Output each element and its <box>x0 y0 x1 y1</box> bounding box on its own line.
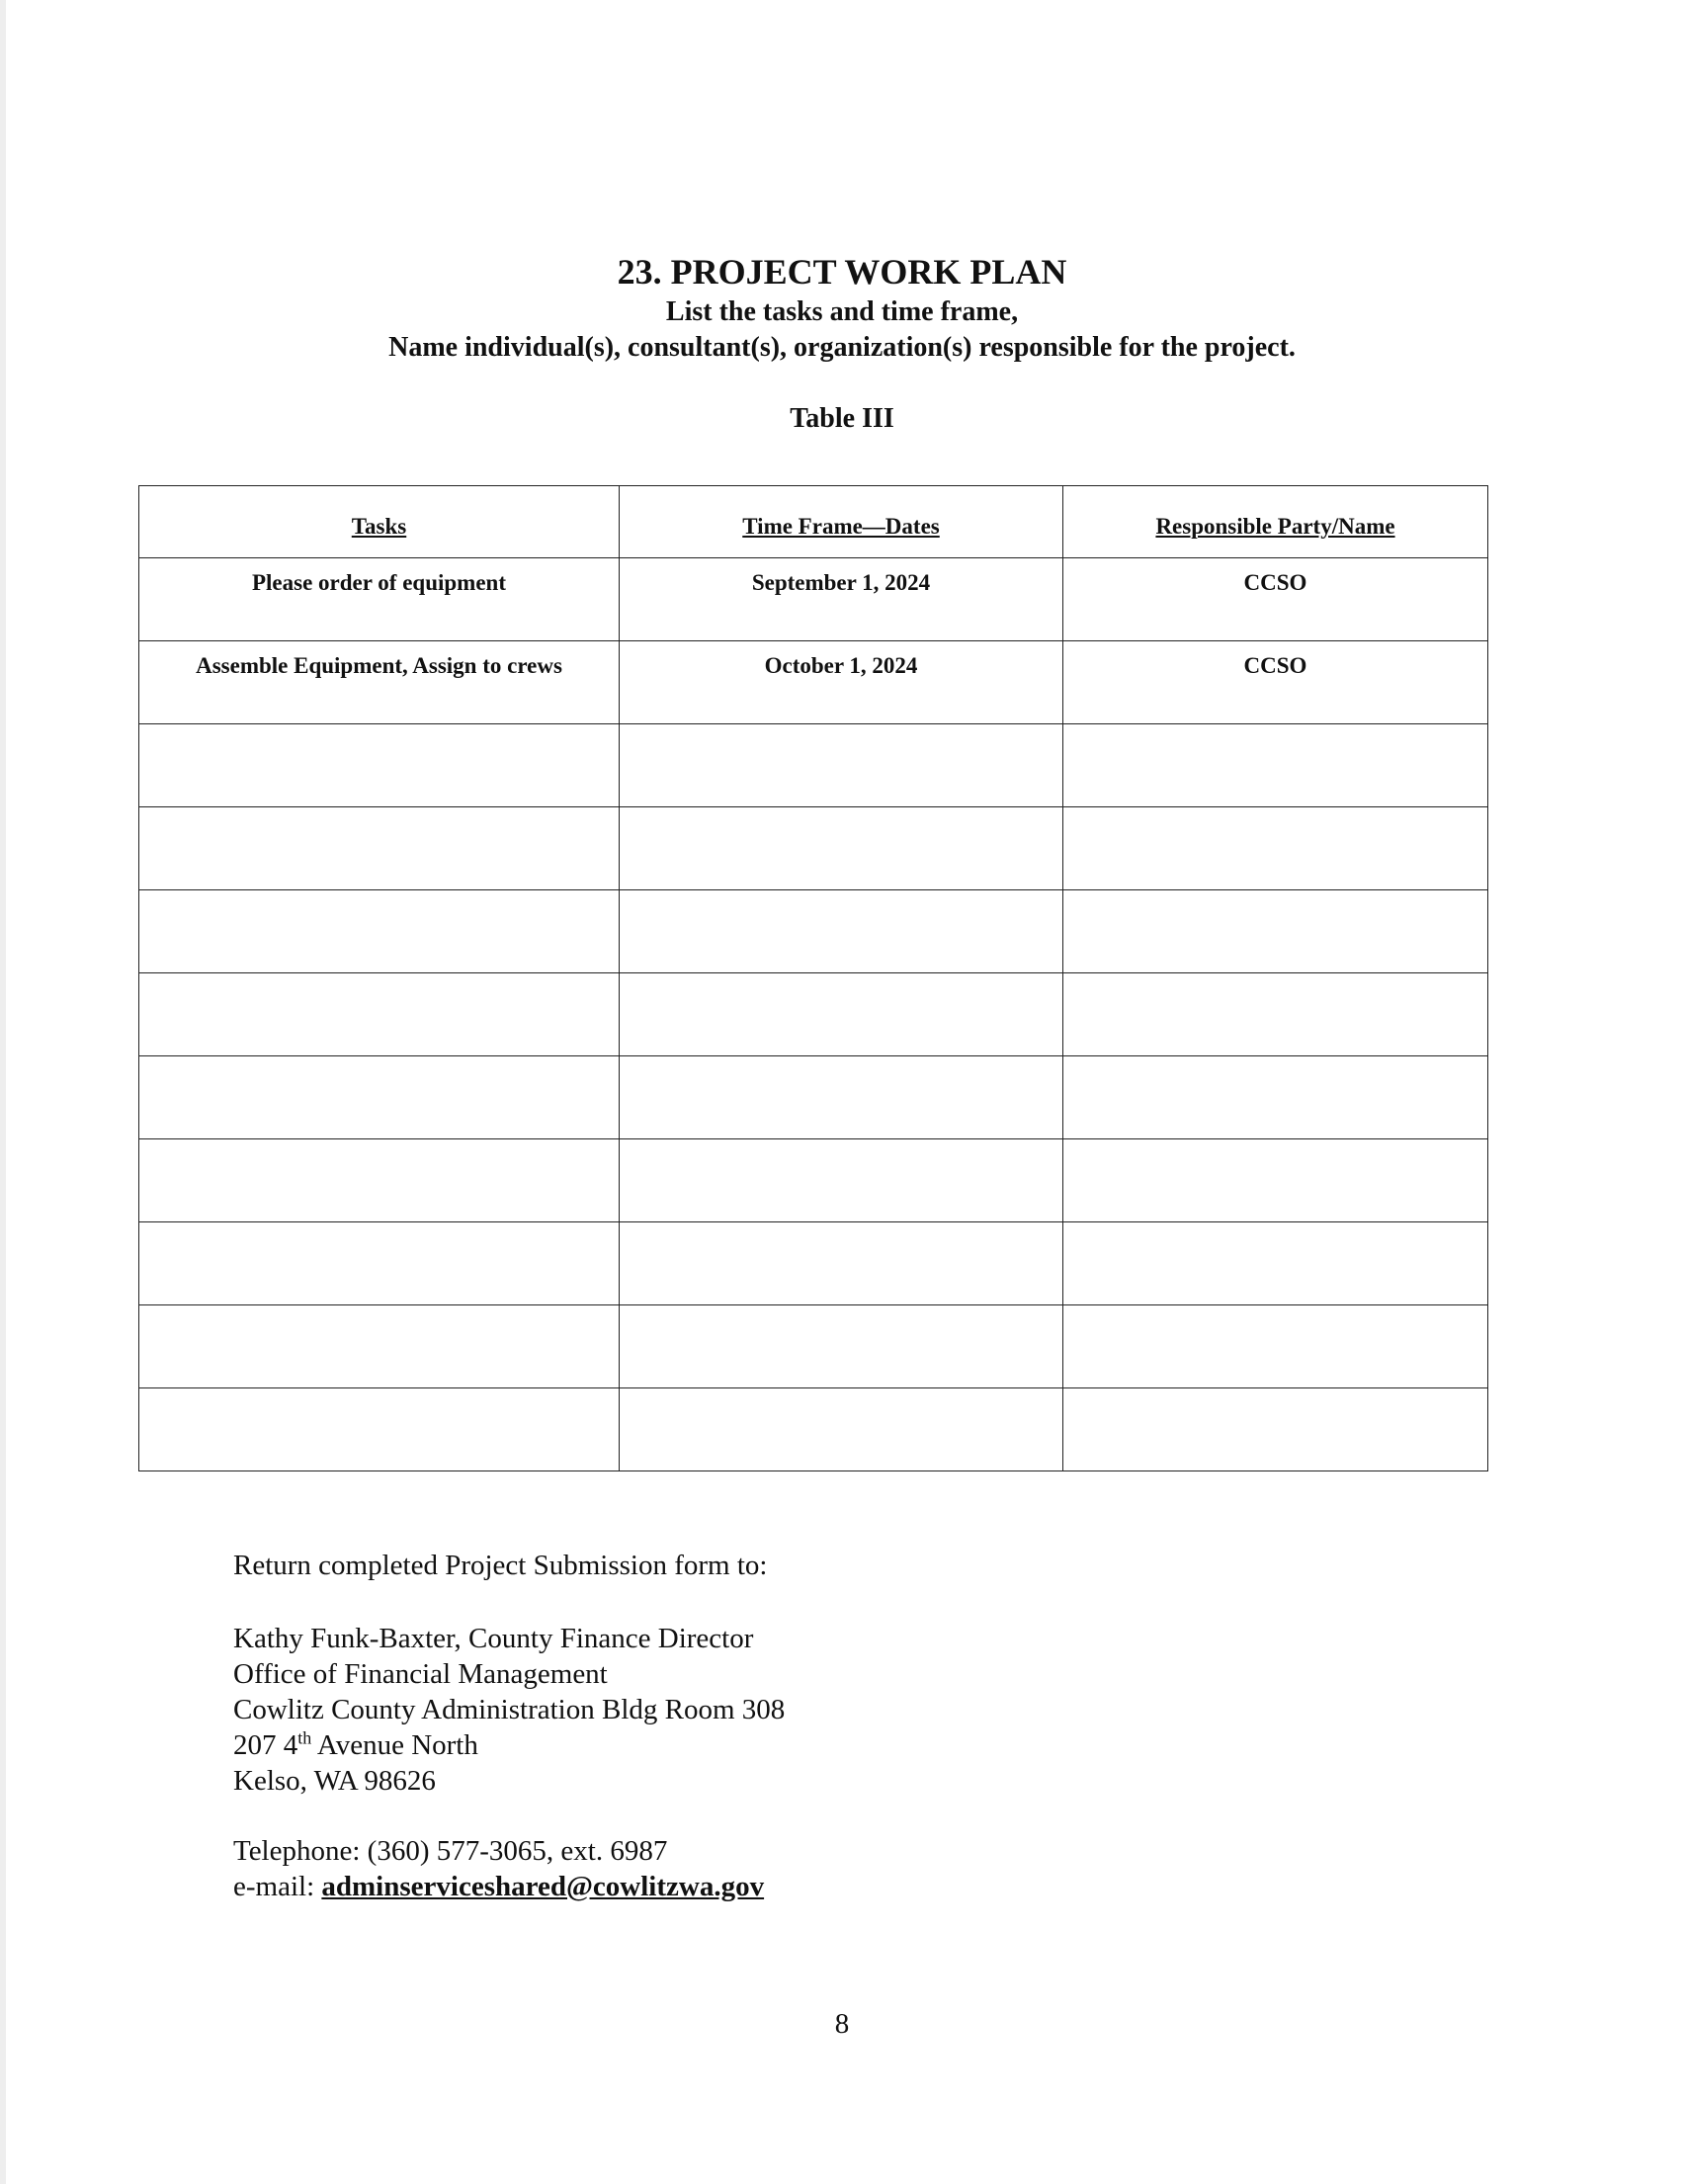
table-row <box>139 724 1488 807</box>
contact-info <box>233 1833 764 1904</box>
cell-time-frame <box>620 973 1063 1056</box>
telephone: Telephone: (360) 577-3065, ext. 6987 <box>233 1835 668 1867</box>
cell-task <box>139 890 620 973</box>
mailing-address <box>233 1621 785 1799</box>
subtitle-tasks: List the tasks and time frame, <box>665 296 1019 327</box>
city-state-zip: Kelso, WA 98626 <box>233 1765 436 1797</box>
table-row <box>139 558 1488 641</box>
column-header-responsible-party: Responsible Party/Name <box>1063 486 1488 558</box>
cell-task: Please order of equipment <box>139 558 620 641</box>
column-header-time-frame: Time Frame—Dates <box>620 486 1063 558</box>
page-number: 8 <box>834 2008 850 2040</box>
cell-responsible-party <box>1063 890 1488 973</box>
table-row <box>139 641 1488 724</box>
cell-task <box>139 973 620 1056</box>
cell-responsible-party: CCSO <box>1063 641 1488 724</box>
table-row <box>139 890 1488 973</box>
table-row <box>139 973 1488 1056</box>
cell-task <box>139 724 620 807</box>
table-row <box>139 807 1488 890</box>
column-header-tasks: Tasks <box>139 486 620 558</box>
cell-responsible-party <box>1063 1388 1488 1471</box>
cell-time-frame <box>620 1388 1063 1471</box>
table-caption: Table III <box>790 403 894 434</box>
cell-time-frame: September 1, 2024 <box>620 558 1063 641</box>
cell-time-frame <box>620 807 1063 890</box>
return-instruction: Return completed Project Submission form to: <box>233 1550 768 1581</box>
cell-time-frame <box>620 890 1063 973</box>
cell-responsible-party <box>1063 1222 1488 1305</box>
table-row <box>139 1388 1488 1471</box>
email-link[interactable]: adminserviceshared@cowlitzwa.gov <box>321 1871 765 1902</box>
cell-task <box>139 1139 620 1222</box>
office-name: Office of Financial Management <box>233 1658 608 1690</box>
cell-task: Assemble Equipment, Assign to crews <box>139 641 620 724</box>
cell-time-frame <box>620 1056 1063 1139</box>
page-title: 23. PROJECT WORK PLAN <box>617 252 1067 292</box>
cell-task <box>139 1222 620 1305</box>
cell-responsible-party <box>1063 807 1488 890</box>
cell-time-frame: October 1, 2024 <box>620 641 1063 724</box>
cell-time-frame <box>620 1305 1063 1388</box>
cell-time-frame <box>620 1139 1063 1222</box>
email-line: e-mail: adminserviceshared@cowlitzwa.gov <box>233 1871 765 1902</box>
table-row <box>139 1056 1488 1139</box>
cell-responsible-party <box>1063 724 1488 807</box>
cell-task <box>139 1388 620 1471</box>
work-plan-table <box>138 485 1488 1471</box>
table-row <box>139 1139 1488 1222</box>
cell-task <box>139 807 620 890</box>
table-row <box>139 1222 1488 1305</box>
table-header-row <box>139 486 1488 558</box>
cell-responsible-party <box>1063 1056 1488 1139</box>
subtitle-responsible: Name individual(s), consultant(s), organization(s) responsible for the project. <box>388 332 1296 363</box>
cell-task <box>139 1305 620 1388</box>
cell-responsible-party <box>1063 973 1488 1056</box>
table-row <box>139 1305 1488 1388</box>
cell-time-frame <box>620 724 1063 807</box>
contact-name: Kathy Funk-Baxter, County Finance Director <box>233 1623 754 1654</box>
street-address: 207 4th Avenue North <box>233 1727 478 1761</box>
building-name: Cowlitz County Administration Bldg Room 308 <box>233 1694 786 1725</box>
cell-task <box>139 1056 620 1139</box>
cell-time-frame <box>620 1222 1063 1305</box>
cell-responsible-party: CCSO <box>1063 558 1488 641</box>
cell-responsible-party <box>1063 1305 1488 1388</box>
cell-responsible-party <box>1063 1139 1488 1222</box>
